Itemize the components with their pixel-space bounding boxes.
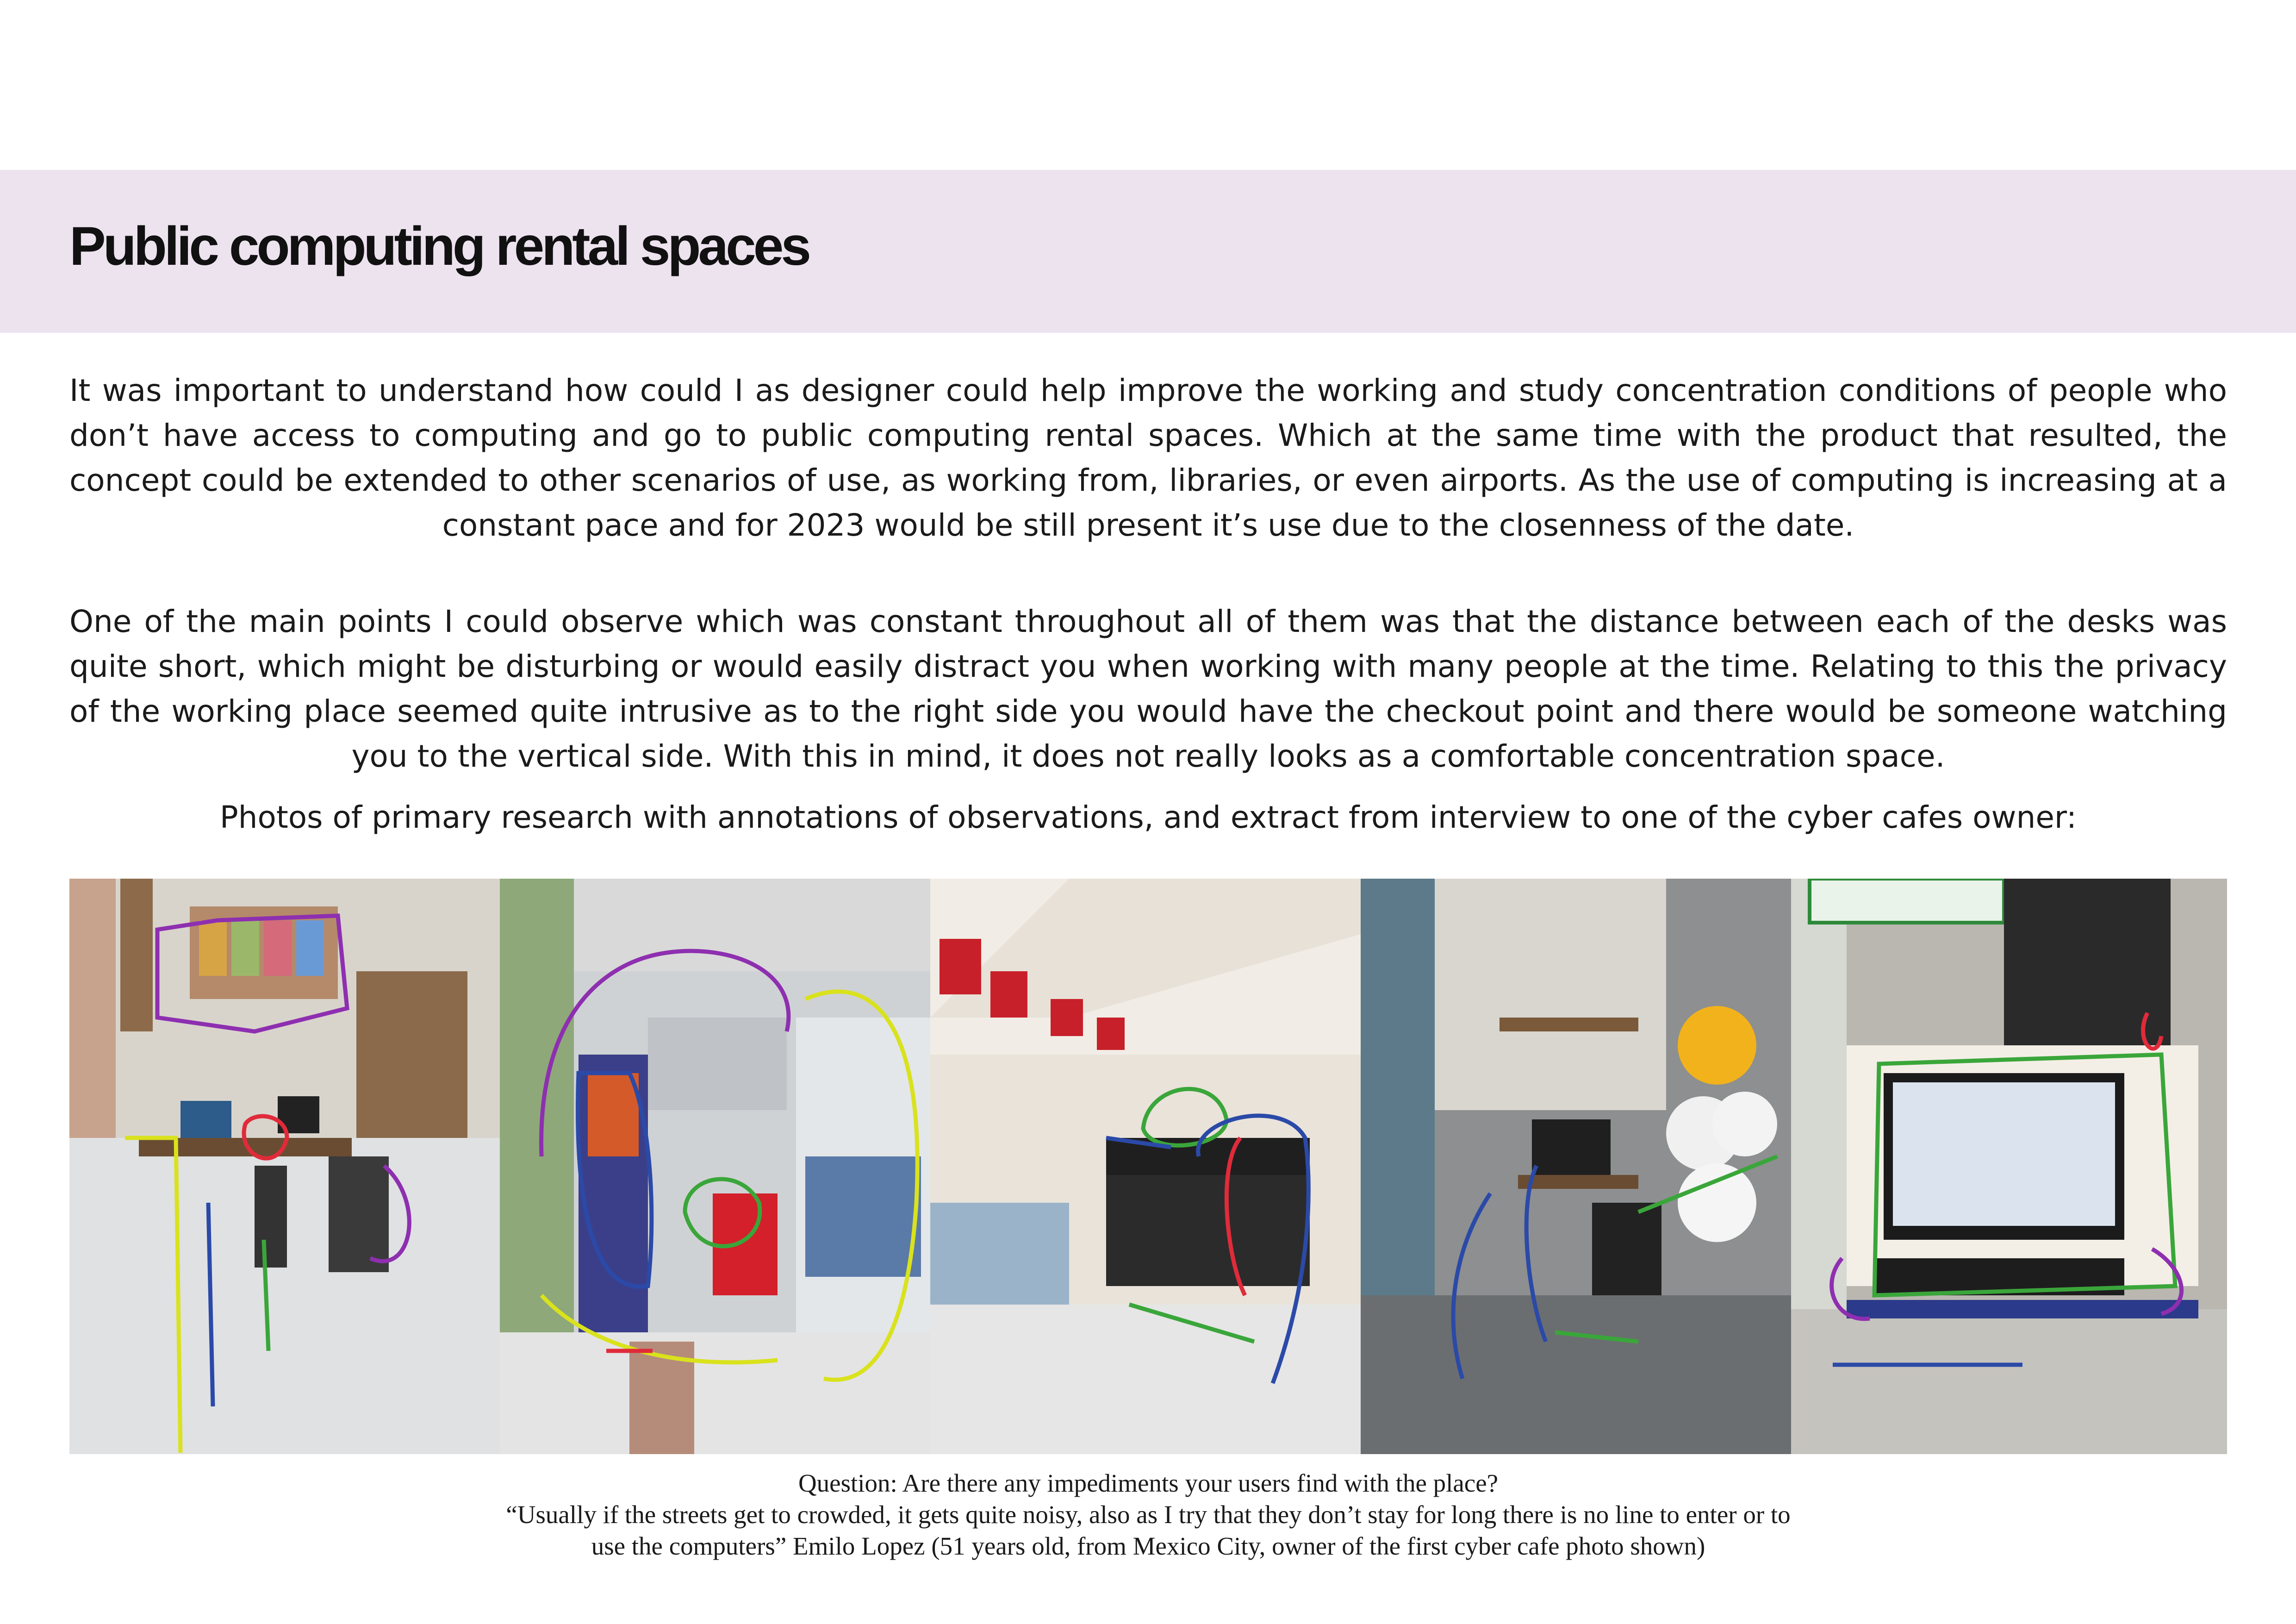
cyber-cafe-photo-5 (1791, 879, 2227, 1454)
cyber-cafe-photo-2-image (500, 879, 930, 1454)
cyber-cafe-photo-2 (500, 879, 930, 1454)
interview-extract (69, 1468, 2227, 1562)
interview-answer-line-2: use the computers” Emilo Lopez (51 years old, from Mexico City, owner of the first cyber cafe photo shown) (591, 1532, 1705, 1560)
page-title: Public computing rental spaces (69, 216, 809, 277)
cyber-cafe-photo-3 (930, 879, 1361, 1454)
cyber-cafe-photo-1-image (69, 879, 500, 1454)
cyber-cafe-photo-3-image (930, 879, 1361, 1454)
photo-strip (69, 879, 2227, 1454)
cyber-cafe-photo-5-image (1791, 879, 2227, 1454)
intro-paragraph: It was important to understand how could I as designer could help improve the working and study concentration conditions of people who don’t have access to computing and go to public computing rental spaces. Which at the same time with the product that resulted, the concept could be extended to other scenarios of use, as working from, libraries, or even airports. As the use of computing is increasing at a constant pace and for 2023 would be still present it’s use due to the closenness of the date. (69, 373, 2227, 543)
cyber-cafe-photo-4 (1361, 879, 1791, 1454)
cyber-cafe-photo-4-image (1361, 879, 1791, 1454)
interview-answer-line-1: “Usually if the streets get to crowded, it gets quite noisy, also as I try that they don’t stay for long there is no line to enter or to (506, 1500, 1791, 1529)
observation-paragraph: One of the main points I could observe which was constant throughout all of them was that the distance between each of the desks was quite short, which might be disturbing or would easily distract you when working with many people at the time. Relating to this the privacy of the working place seemed quite intrusive as to the right side you would have the checkout point and there would be someone watching you to the vertical side. With this in mind, it does not really looks as a comfortable concentration space. (69, 604, 2227, 774)
photos-caption: Photos of primary research with annotations of observations, and extract from interview to one of the cyber cafes owner: (219, 800, 2077, 835)
interview-question: Question: Are there any impediments your users find with the place? (798, 1469, 1499, 1497)
cyber-cafe-photo-1 (69, 879, 500, 1454)
